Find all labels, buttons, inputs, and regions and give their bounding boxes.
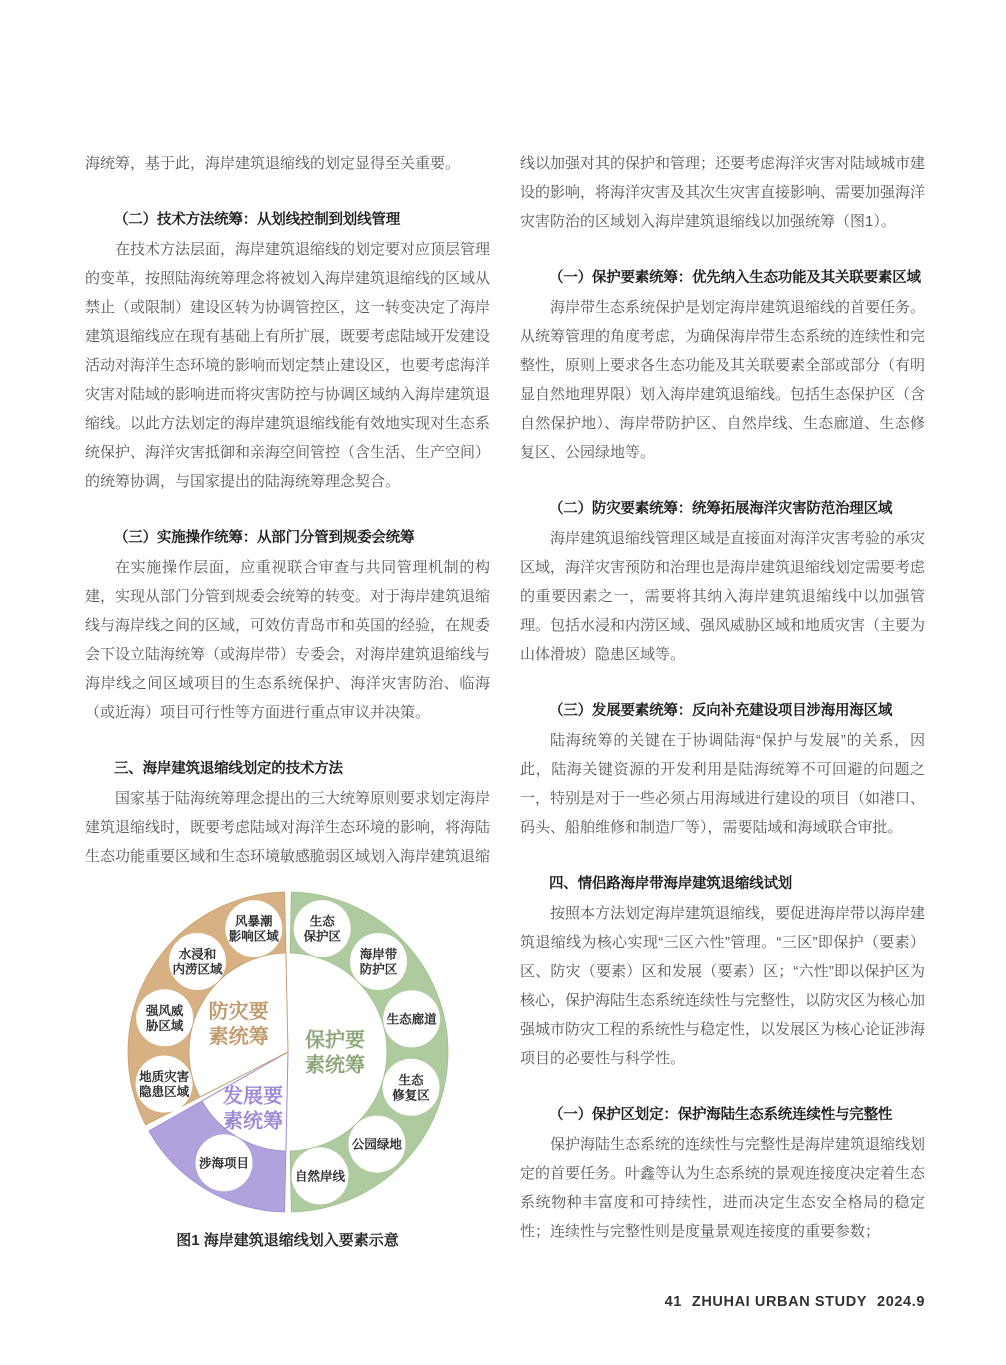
chart-item-label: 强风威胁区域 (145, 1003, 183, 1033)
section-heading: 三、海岸建筑退缩线划定的技术方法 (114, 761, 343, 777)
journal-title: ZHUHAI URBAN STUDY (691, 1294, 868, 1310)
paragraph: 海岸带生态系统保护是划定海岸建筑退缩线的首要任务。从统筹管理的角度考虑，为确保海岸带生态系统的连续性和完整性，原则上要求各生态功能及其关联要素全部或部分（有明显自然地理界限）划入海岸建筑退缩线。包括生态保护区（含自然保护地）、海岸带防护区、自然岸线、生态廊道、生态修复区、公园绿地等。 (520, 299, 926, 461)
setback-line-elements-donut-chart (98, 885, 478, 1219)
chart-sector-1-edge-line (285, 1052, 287, 1151)
chart-item-label: 地质灾害隐患区域 (138, 1070, 189, 1100)
section-heading: （一）保护要素统筹：优先纳入生态功能及其关联要素区域 (549, 270, 921, 286)
paragraph: 陆海统筹的关键在于协调陆海“保护与发展”的关系，因此，陆海关键资源的开发利用是陆海统筹不可回避的问题之一，特别是对于一些必须占用海域进行建设的项目（如港口、码头、船舶维修和制造厂等），需要陆域和海域联合审批。 (520, 732, 926, 836)
chart-item-label: 生态修复区 (391, 1073, 430, 1103)
right-column-text (520, 149, 925, 1246)
issue-date: 2024.9 (877, 1294, 925, 1310)
chart-item-label: 生态保护区 (302, 914, 341, 944)
paragraph: 在实施操作层面，应重视联合审查与共同管理机制的构建，实现从部门分管到规委会统筹的转变。对于海岸建筑退缩线与海岸线之间的区域，可效仿青岛市和英国的经验，在规委会下设立陆海统筹（或海岸带）专委会，对海岸建筑退缩线与海岸线之间区域项目的生态系统保护、海洋灾害防治、临海（或近海）项目可行性等方面进行重点审议并决策。 (85, 559, 491, 721)
paragraph: 海岸建筑退缩线管理区域是直接面对海洋灾害考验的承灾区域，海洋灾害预防和治理也是海岸建筑退缩线划定需要考虑的重要因素之一，需要将其纳入海岸建筑退缩线中以加强管理。包括水浸和内涝区域、强风威胁区域和地质灾害（主要为山体滑坡）隐患区域等。 (520, 530, 926, 663)
chart-sector-2-edge-line (285, 953, 287, 1052)
chart-item-label: 涉海项目 (198, 1156, 249, 1171)
chart-item-label: 水浸和内涝区域 (171, 947, 222, 977)
chart-item-label: 风暴潮影响区域 (228, 914, 279, 944)
page-footer (665, 1294, 925, 1310)
figure-1 (85, 885, 490, 1251)
section-heading: （二）技术方法统筹：从划线控制到划线管理 (114, 212, 400, 228)
paragraph: 海统筹，基于此，海岸建筑退缩线的划定显得至关重要。 (85, 155, 461, 172)
chart-item-label: 海岸带防护区 (359, 947, 397, 977)
left-column (85, 149, 490, 1251)
paragraph: 在技术方法层面，海岸建筑退缩线的划定要对应顶层管理的变革，按照陆海统筹理念将被划入海岸建筑退缩线的区域从禁止（或限制）建设区转为协调管控区，这一转变决定了海岸建筑退缩线应在现有基础上有所扩展，既要考虑陆域开发建设活动对海洋生态环境的影响而划定禁止建设区，也要考虑海洋灾害对陆域的影响进而将灾害防控与协调区域纳入海岸建筑退缩线。以此方法划定的海岸建筑退缩线能有效地实现对生态系统保护、海洋灾害抵御和亲海空间管控（含生活、生产空间）的统筹协调，与国家提出的陆海统筹理念契合。 (85, 241, 491, 490)
section-heading: （三）实施操作统筹：从部门分管到规委会统筹 (114, 530, 415, 546)
section-heading: （二）防灾要素统筹：统筹拓展海洋灾害防范治理区域 (549, 501, 893, 517)
chart-item-label: 自然岸线 (294, 1169, 345, 1184)
figure-caption: 图1 海岸建筑退缩线划入要素示意 (176, 1232, 399, 1249)
section-heading: （三）发展要素统筹：反向补充建设项目涉海用海区域 (549, 703, 893, 719)
page-number: 41 (664, 1294, 682, 1310)
right-column (520, 149, 925, 1246)
paragraph: 国家基于陆海统筹理念提出的三大统筹原则要求划定海岸建筑退缩线时，既要考虑陆域对海洋生态环境的影响，将海陆生态功能重要区域和生态环境敏感脆弱区域划入海岸建筑退缩 (85, 790, 491, 865)
chart-sector-name: 防灾要素统筹 (208, 1001, 269, 1048)
left-column-text (85, 149, 490, 871)
chart-sector-name: 发展要素统筹 (222, 1085, 283, 1133)
section-heading: （一）保护区划定：保护海陆生态系统连续性与完整性 (549, 1107, 893, 1123)
paragraph: 按照本方法划定海岸建筑退缩线，要促进海岸带以海岸建筑退缩线为核心实现“三区六性”管理。“三区”即保护（要素）区、防灾（要素）区和发展（要素）区；“六性”即以保护区为核心，保护海陆生态系统连续性与完整性，以防灾区为核心加强城市防灾工程的系统性与稳定性，以发展区为核心论证涉海项目的必要性与科学性。 (520, 905, 926, 1067)
chart-item-label: 公园绿地 (351, 1137, 402, 1152)
section-heading: 四、情侣路海岸带海岸建筑退缩线试划 (549, 876, 793, 892)
paragraph: 保护海陆生态系统的连续性与完整性是海岸建筑退缩线划定的首要任务。叶鑫等认为生态系统的景观连接度决定着生态系统物种丰富度和可持续性，进而决定生态安全格局的稳定性；连续性与完整性则是度量景观连接度的重要参数； (520, 1136, 926, 1240)
paragraph: 线以加强对其的保护和管理；还要考虑海洋灾害对陆域城市建设的影响，将海洋灾害及其次生灾害直接影响、需要加强海洋灾害防治的区域划入海岸建筑退缩线以加强统筹（图1）。 (520, 155, 926, 230)
chart-item-label: 生态廊道 (386, 1012, 437, 1027)
chart-sector-name: 保护要素统筹 (304, 1029, 365, 1077)
